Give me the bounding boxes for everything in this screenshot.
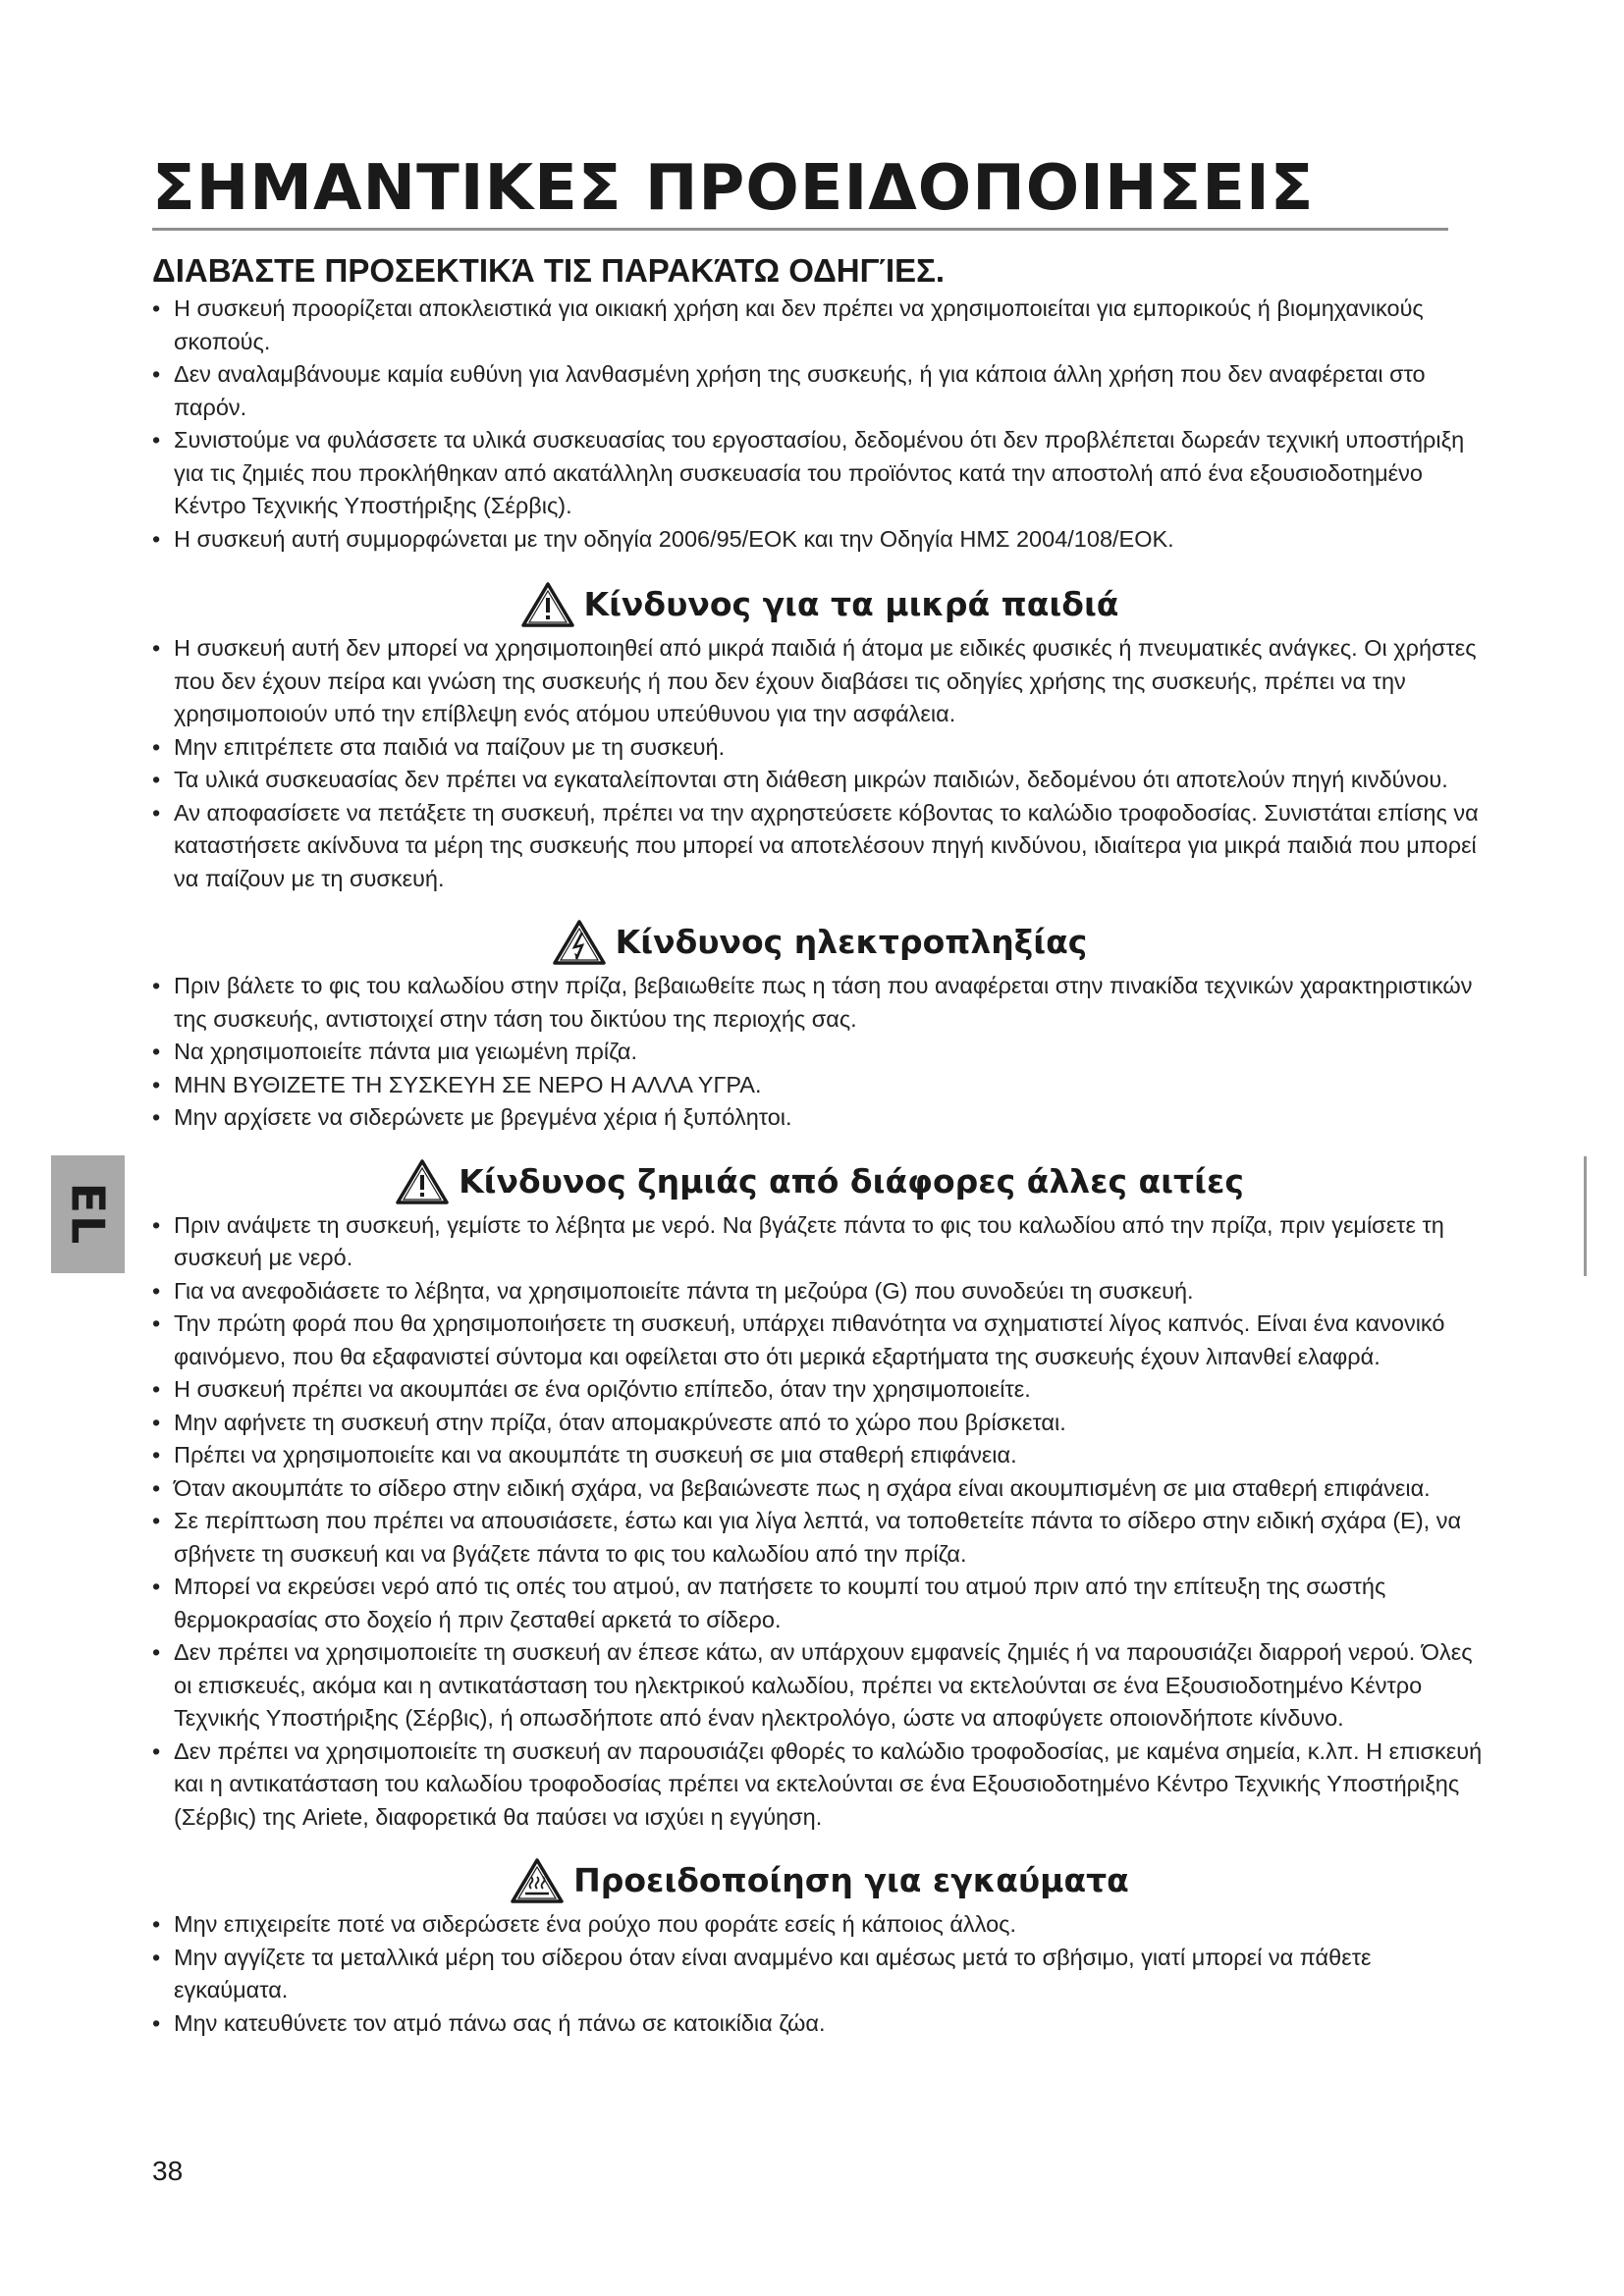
- list-item: • Η συσκευή πρέπει να ακουμπάει σε ένα οριζόντιο επίπεδο, όταν την χρησιμοποιείτε.: [152, 1373, 1488, 1407]
- damage-list: [152, 1209, 1488, 1835]
- list-item: • Η συσκευή αυτή δεν μπορεί να χρησιμοποιηθεί από μικρά παιδιά ή άτομα με ειδικές φυσικές ή πνευματικές ανάγκες. Οι χρήστες που δεν έχουν πείρα και γνώση της συσκευής ή που δεν έχουν διαβάσει τις οδηγίες χρήσης της συσκευής, πρέπει να την χρησιμοποιούν υπό την επίβλεψη ενός ατόμου υπεύθυνου για την ασφάλεια.: [152, 632, 1488, 731]
- warning-triangle-icon: [521, 581, 574, 628]
- list-item: • ΜΗΝ ΒΥΘΙΖΕΤΕ ΤΗ ΣΥΣΚΕΥΗ ΣΕ ΝΕΡΟ Η ΑΛΛΑ ΥΓΡΑ.: [152, 1069, 1488, 1102]
- electric-shock-warning-icon: [553, 919, 606, 966]
- list-item: • Πρέπει να χρησιμοποιείτε και να ακουμπάτε τη συσκευή σε μια σταθερή επιφάνεια.: [152, 1439, 1488, 1472]
- title-divider: [152, 228, 1448, 231]
- list-item: • Σε περίπτωση που πρέπει να απουσιάσετε, έστω και για λίγα λεπτά, να τοποθετείτε πάντα το σίδερο στην ειδική σχάρα (E), να σβήνετε τη συσκευή και να βγάζετε πάντα το φις του καλωδίου από την πρίζα.: [152, 1505, 1488, 1571]
- list-item: • Μην αγγίζετε τα μεταλλικά μέρη του σίδερου όταν είναι αναμμένο και αμέσως μετά το σβήσιμο, γιατί μπορεί να πάθετε εγκαύματα.: [152, 1942, 1488, 2007]
- list-item: • Όταν ακουμπάτε το σίδερο στην ειδική σχάρα, να βεβαιώνεστε πως η σχάρα είναι ακουμπισμένη σε μια σταθερή επιφάνεια.: [152, 1472, 1488, 1506]
- list-item: • Να χρησιμοποιείτε πάντα μια γειωμένη πρίζα.: [152, 1036, 1488, 1069]
- list-item: • Μην επιχειρείτε ποτέ να σιδερώσετε ένα ρούχο που φοράτε εσείς ή κάποιος άλλος.: [152, 1908, 1488, 1942]
- list-item: • Δεν αναλαμβάνουμε καμία ευθύνη για λανθασμένη χρήση της συσκευής, ή για κάποια άλλη χρήση που δεν αναφέρεται στο παρόν.: [152, 358, 1488, 424]
- warning-triangle-icon: [396, 1158, 449, 1205]
- list-item: • Την πρώτη φορά που θα χρησιμοποιήσετε τη συσκευή, υπάρχει πιθανότητα να σχηματιστεί λίγος καπνός. Είναι ένα κανονικό φαινόμενο, που θα εξαφανιστεί σύντομα και οφείλεται στο ότι μερικά εξαρτήματα της συσκευής έχουν λιπανθεί ελαφρά.: [152, 1308, 1488, 1373]
- page-title: ΣΗΜΑΝΤΙΚΕΣ ΠΡΟΕΙΔΟΠΟΙΗΣΕΙΣ: [152, 152, 1315, 225]
- page-subtitle: ΔΙΑΒΆΣΤΕ ΠΡΟΣΕΚΤΙΚΆ ΤΙΣ ΠΑΡΑΚΆΤΩ ΟΔΗΓΊΕΣ.: [152, 252, 946, 289]
- intro-list: [152, 293, 1488, 556]
- list-item: • Η συσκευή αυτή συμμορφώνεται με την οδηγία 2006/95/ΕΟΚ και την Οδηγία ΗΜΣ 2004/108/ΕΟΚ.: [152, 523, 1488, 557]
- list-item: • Μην επιτρέπετε στα παιδιά να παίζουν με τη συσκευή.: [152, 731, 1488, 765]
- list-item: • Η συσκευή προορίζεται αποκλειστικά για οικιακή χρήση και δεν πρέπει να χρησιμοποιείται για εμπορικούς ή βιομηχανικούς σκοπούς.: [152, 293, 1488, 358]
- list-item: • Δεν πρέπει να χρησιμοποιείτε τη συσκευή αν έπεσε κάτω, αν υπάρχουν εμφανείς ζημιές ή να παρουσιάζει διαρροή νερού. Όλες οι επισκευές, ακόμα και η αντικατάσταση του ηλεκτρικού καλωδίου, πρέπει να εκτελούνται σε ένα Εξουσιοδοτημένο Κέντρο Τεχνικής Υποστήριξης (Σέρβις), ή οπωσδήποτε από έναν ηλεκτρολόγο, ώστε να αποφύγετε οποιονδήποτε κίνδυνο.: [152, 1636, 1488, 1735]
- list-item: • Συνιστούμε να φυλάσσετε τα υλικά συσκευασίας του εργοστασίου, δεδομένου ότι δεν προβλέπεται δωρεάν τεχνική υποστήριξη για τις ζημιές που προκλήθηκαν από ακατάλληλη συσκευασία του προϊόντος κατά την αποστολή από ένα εξουσιοδοτημένο Κέντρο Τεχνικής Υποστήριξης (Σέρβις).: [152, 424, 1488, 523]
- section-heading-children: [152, 583, 1488, 626]
- page-number: 38: [152, 2156, 184, 2186]
- list-item: • Μην αφήνετε τη συσκευή στην πρίζα, όταν απομακρύνεστε από το χώρο που βρίσκεται.: [152, 1407, 1488, 1440]
- list-item: • Δεν πρέπει να χρησιμοποιείτε τη συσκευή αν παρουσιάζει φθορές το καλώδιο τροφοδοσίας, με καμένα σημεία, κ.λπ. Η επισκευή και η αντικατάσταση του καλωδίου τροφοδοσίας πρέπει να εκτελούνται σε ένα Εξουσιοδοτημένο Κέντρο Τεχνικής Υποστήριξης (Σέρβις) της Ariete, διαφορετικά θα παύσει να ισχύει η εγγύηση.: [152, 1735, 1488, 1835]
- section-heading-damage: [152, 1160, 1488, 1203]
- electric-list: [152, 970, 1488, 1135]
- list-item: • Για να ανεφοδιάσετε το λέβητα, να χρησιμοποιείτε πάντα τη μεζούρα (G) που συνοδεύει τη συσκευή.: [152, 1275, 1488, 1308]
- section-heading-burns: [152, 1859, 1488, 1902]
- section-heading-text: Προειδοποίηση για εγκαύματα: [573, 1861, 1129, 1899]
- list-item: • Μην κατευθύνετε τον ατμό πάνω σας ή πάνω σε κατοικίδια ζώα.: [152, 2007, 1488, 2041]
- list-item: • Πριν ανάψετε τη συσκευή, γεμίστε το λέβητα με νερό. Να βγάζετε πάντα το φις του καλωδίου από την πρίζα, πριν γεμίσετε τη συσκευή με νερό.: [152, 1209, 1488, 1275]
- side-margin-marker: [1584, 1156, 1587, 1276]
- body-content: [152, 293, 1488, 2040]
- hot-surface-warning-icon: [511, 1857, 564, 1904]
- list-item: • Τα υλικά συσκευασίας δεν πρέπει να εγκαταλείπονται στη διάθεση μικρών παιδιών, δεδομένου ότι αποτελούν πηγή κινδύνου.: [152, 764, 1488, 797]
- list-item: • Μην αρχίσετε να σιδερώνετε με βρεγμένα χέρια ή ξυπόλητοι.: [152, 1101, 1488, 1135]
- language-tab-label: EL: [61, 1182, 115, 1247]
- section-heading-electric: [152, 921, 1488, 964]
- burns-list: [152, 1908, 1488, 2040]
- section-heading-text: Κίνδυνος ζημιάς από διάφορες άλλες αιτίες: [459, 1161, 1244, 1201]
- children-list: [152, 632, 1488, 895]
- list-item: • Αν αποφασίσετε να πετάξετε τη συσκευή, πρέπει να την αχρηστεύσετε κόβοντας το καλώδιο τροφοδοσίας. Συνιστάται επίσης να καταστήσετε ακίνδυνα τα μέρη της συσκευής που μπορεί να αποτελέσουν πηγή κινδύνου, ιδιαίτερα για μικρά παιδιά που μπορεί να παίζουν με τη συσκευή.: [152, 797, 1488, 896]
- section-heading-text: Κίνδυνος ηλεκτροπληξίας: [615, 923, 1088, 961]
- language-tab: [51, 1155, 125, 1273]
- list-item: • Μπορεί να εκρεύσει νερό από τις οπές του ατμού, αν πατήσετε το κουμπί του ατμού πριν από την επίτευξη της σωστής θερμοκρασίας στο δοχείο ή πριν ζεσταθεί αρκετά το σίδερο.: [152, 1571, 1488, 1636]
- list-item: • Πριν βάλετε το φις του καλωδίου στην πρίζα, βεβαιωθείτε πως η τάση που αναφέρεται στην πινακίδα τεχνικών χαρακτηριστικών της συσκευής, αντιστοιχεί στην τάση του δικτύου της περιοχής σας.: [152, 970, 1488, 1036]
- section-heading-text: Κίνδυνος για τα μικρά παιδιά: [583, 585, 1119, 623]
